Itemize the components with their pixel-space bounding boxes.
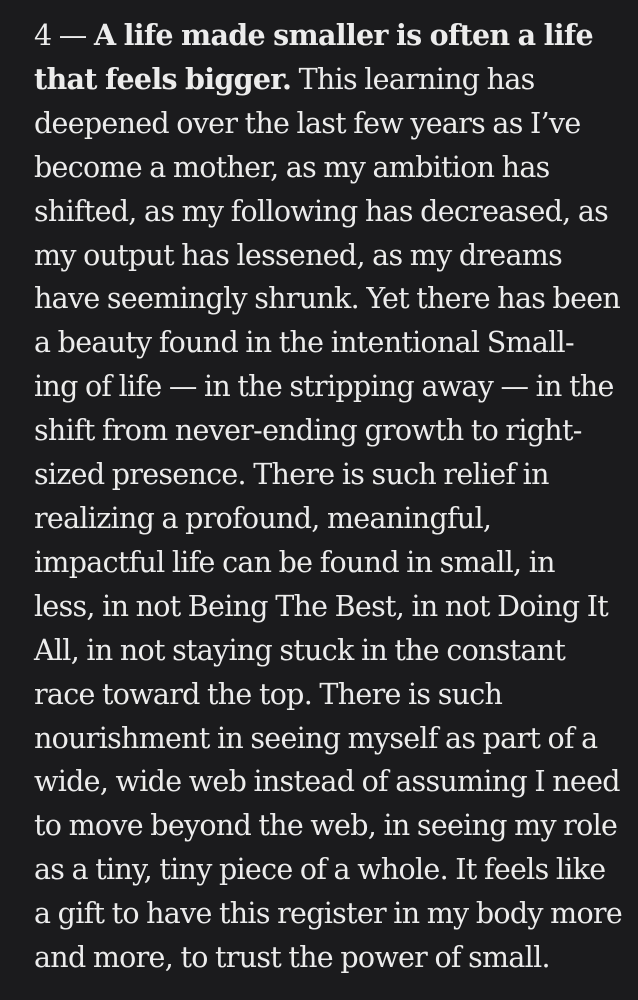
text-line — [34, 234, 618, 278]
text-line — [34, 673, 618, 717]
text-line — [34, 146, 618, 190]
text-line — [34, 717, 618, 761]
heading-text: A life made smaller is often a life — [93, 18, 593, 52]
body-text: realizing a profound, meaningful, — [34, 501, 492, 535]
body-text: ing of life — in the stripping away — in the — [34, 370, 614, 404]
body-text: nourishment in seeing myself as part of a — [34, 721, 598, 755]
text-line — [34, 848, 618, 892]
text-line — [34, 102, 618, 146]
body-text: have seemingly shrunk. Yet there has been — [34, 282, 621, 316]
heading-text: that feels bigger. — [34, 61, 292, 96]
text-line — [34, 453, 618, 497]
body-text: as a tiny, tiny piece of a whole. It feels like — [34, 853, 606, 887]
body-text: a beauty found in the intentional Small- — [34, 326, 574, 360]
body-text: This learning has — [291, 62, 535, 96]
text-line — [34, 190, 618, 234]
body-text: wide, wide web instead of assuming I need — [34, 765, 620, 799]
body-text: my output has lessened, as my dreams — [34, 238, 563, 272]
body-text: impactful life can be found in small, in — [34, 545, 555, 579]
text-line — [34, 409, 618, 453]
body-text: less, in not Being The Best, in not Doing It — [34, 589, 609, 623]
body-text: become a mother, as my ambition has — [34, 150, 550, 184]
body-text: shifted, as my following has decreased, as — [34, 194, 609, 228]
body-text: race toward the top. There is such — [34, 677, 503, 711]
body-text: a gift to have this register in my body more — [34, 897, 622, 931]
body-text: 4 — — [34, 19, 94, 52]
text-line — [34, 804, 618, 848]
text-line — [34, 14, 618, 58]
text-line — [34, 760, 618, 804]
text-line — [34, 277, 621, 321]
text-line — [34, 585, 618, 629]
text-line — [34, 58, 618, 102]
body-text: to move beyond the web, in seeing my role — [34, 809, 618, 843]
body-text: and more, to trust the power of small. — [34, 941, 550, 975]
body-text: All, in not staying stuck in the constant — [34, 633, 566, 667]
text-line — [34, 365, 618, 409]
body-text: sized presence. There is such relief in — [34, 458, 549, 492]
text-line — [34, 321, 618, 365]
text-line — [34, 936, 618, 980]
body-paragraph — [34, 14, 622, 980]
text-line — [34, 892, 622, 936]
text-line — [34, 541, 618, 585]
text-line — [34, 629, 618, 673]
text-line — [34, 497, 618, 541]
body-text: deepened over the last few years as I’ve — [34, 106, 581, 140]
body-text: shift from never-ending growth to right- — [34, 414, 582, 448]
